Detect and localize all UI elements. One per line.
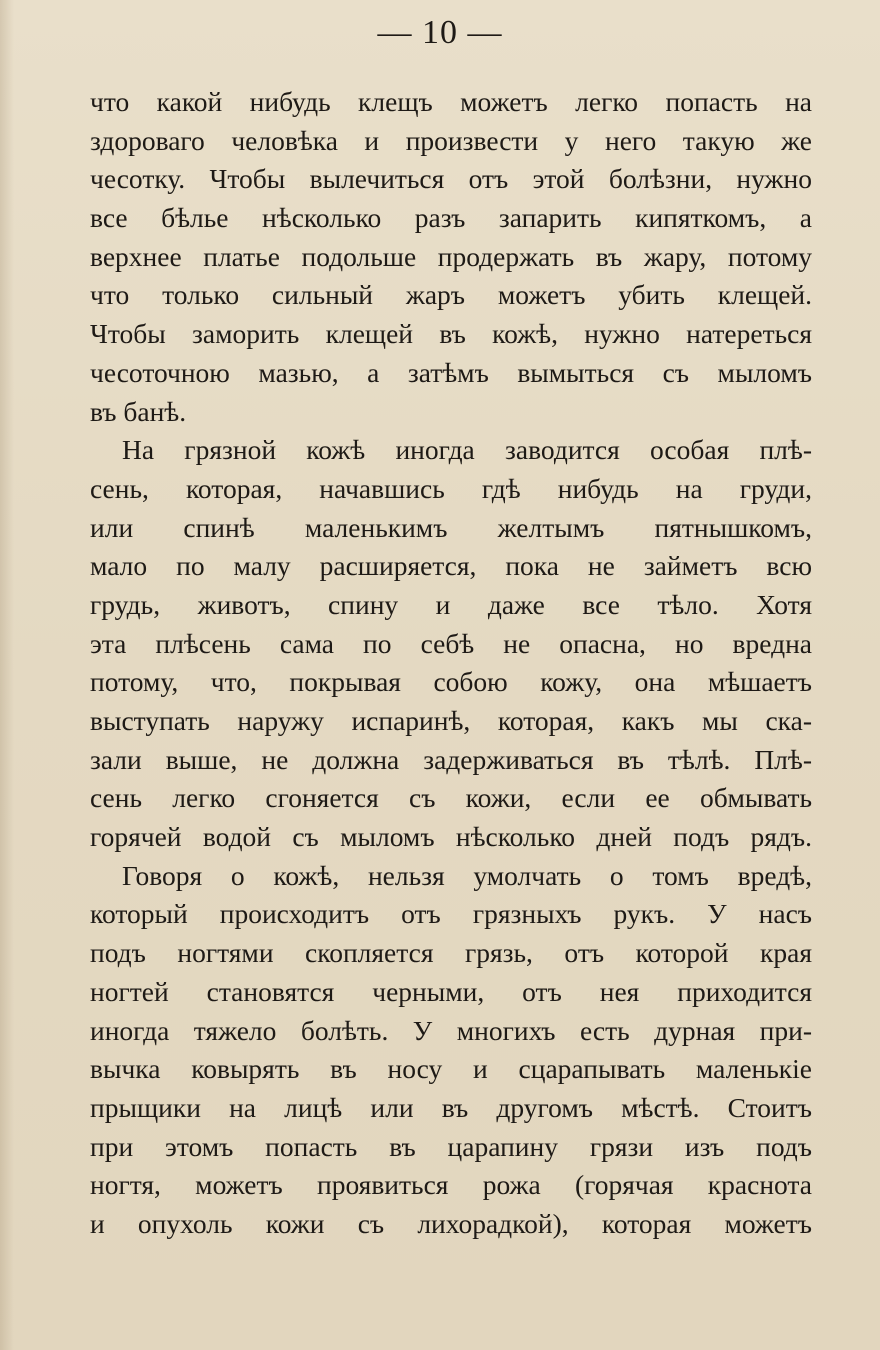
text-line: который происходитъ отъ грязныхъ рукъ. У насъ (90, 898, 812, 930)
text-line: эта плѣсень сама по себѣ не опасна, но вредна (90, 627, 812, 659)
page-number: — 10 — (377, 14, 503, 51)
text-line: потому, что, покрывая собою кожу, она мѣшаетъ (90, 666, 812, 698)
body-text (90, 83, 812, 1244)
text-line: что только сильный жаръ можетъ убить клещей. (90, 279, 812, 311)
text-line: подъ ногтями скопляется грязь, отъ которой края (90, 937, 812, 969)
text-line: мало по малу расширяется, пока не займетъ всю (90, 550, 812, 582)
text-line: выступать наружу испаринѣ, которая, какъ мы ска- (90, 705, 812, 736)
text-line: что какой нибудь клещъ можетъ легко попасть на (90, 86, 812, 117)
text-line: иногда тяжело болѣть. У многихъ есть дурная при- (90, 1014, 812, 1046)
text-line: здороваго человѣка и произвести у него такую же (90, 124, 812, 156)
text-line: грудь, животъ, спину и даже все тѣло. Хотя (90, 588, 812, 620)
text-line: Чтобы заморить клещей въ кожѣ, нужно натереться (90, 318, 812, 350)
text-line: въ банѣ. (90, 395, 187, 427)
text-line: все бѣлье нѣсколько разъ запарить кипяткомъ, а (90, 202, 812, 234)
text-line: сень, которая, начавшись гдѣ нибудь на груди, (90, 472, 812, 504)
text-line: сень легко сгоняется съ кожи, если ее обмывать (90, 782, 812, 814)
text-line: при этомъ попасть въ царапину грязи изъ подъ (90, 1130, 812, 1162)
text-line: На грязной кожѣ иногда заводится особая плѣ- (122, 434, 812, 466)
text-line: Говоря о кожѣ, нельзя умолчать о томъ вредѣ, (122, 859, 812, 891)
text-line: зали выше, не должна задерживаться въ тѣлѣ. Плѣ- (90, 743, 812, 775)
text-line: ногтей становятся черными, отъ нея приходится (90, 975, 812, 1007)
text-line: прыщики на лицѣ или въ другомъ мѣстѣ. Стоитъ (90, 1091, 812, 1123)
text-line: чесоточною мазью, а затѣмъ вымыться съ мыломъ (90, 356, 812, 388)
text-line: вычка ковырять въ носу и сцарапывать маленькіе (90, 1053, 812, 1085)
text-line: и опухоль кожи съ лихорадкой), которая можетъ (90, 1207, 812, 1239)
text-line: чесотку. Чтобы вылечиться отъ этой болѣзни, нужно (90, 163, 812, 195)
text-line: верхнее платье подольше продержать въ жару, потому (90, 240, 812, 272)
text-line: ногтя, можетъ проявиться рожа (горячая краснота (90, 1169, 812, 1201)
text-line: горячей водой съ мыломъ нѣсколько дней подъ рядъ. (90, 821, 812, 853)
text-line: или спинѣ маленькимъ желтымъ пятнышкомъ, (90, 511, 812, 543)
